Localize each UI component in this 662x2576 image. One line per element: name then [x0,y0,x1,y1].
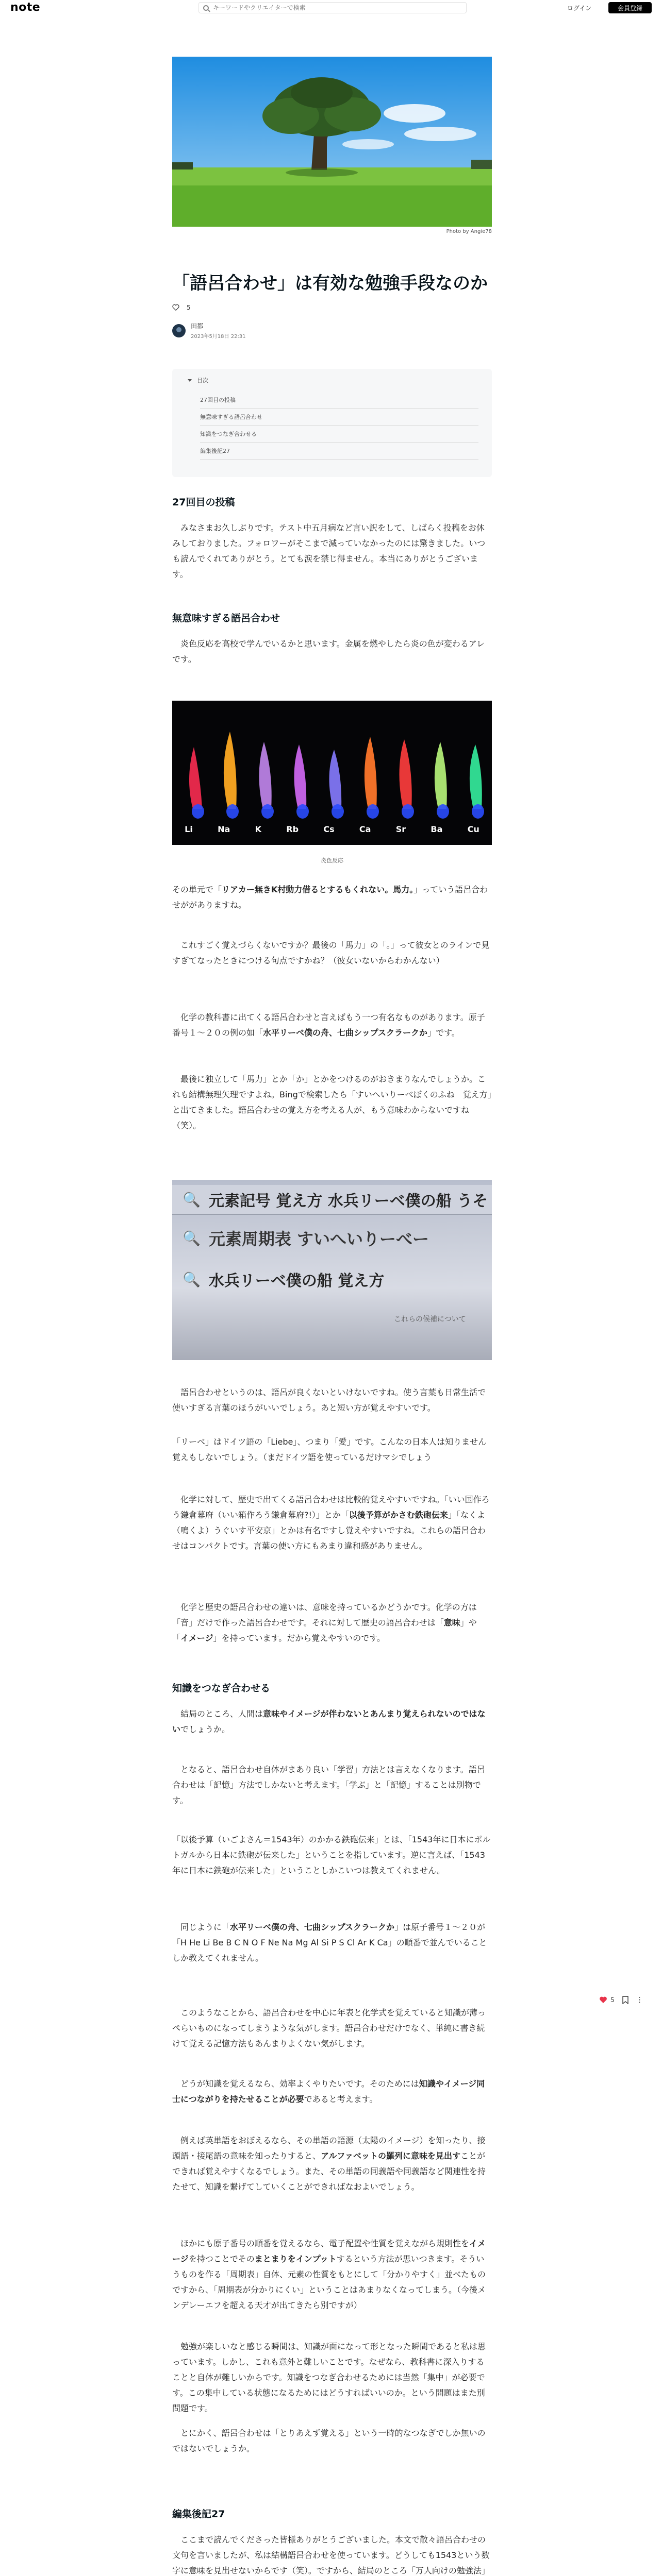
heart-icon[interactable] [599,1996,607,2004]
paragraph: 「以後予算（いごよさん＝1543年）のかかる鉄砲伝来」とは、「1543年に日本にポルトガルから日本に鉄砲が伝来した」ということを指しています。逆に言えば、「1543年に日本に鉄砲が伝来した」ということしかこいつは教えてくれません。 [172,1835,491,1875]
table-of-contents [172,369,492,477]
flame-label: K [255,824,261,834]
paragraph: みなさまお久しぶりです。テスト中五月病など言い訳をして、しばらく投稿をお休みしておりました。フォロワーがそこまで減っていなかったのには驚きました。いつも読んでくれてありがとう。とても涙を禁じ得ません。本当にありがとうございます。 [172,523,486,579]
article-title: 「語呂合わせ」は有効な勉強手段なのか [172,273,488,294]
publish-date: 2023年5月18日 22:31 [191,334,246,340]
search-input[interactable] [213,4,460,11]
paragraph: となると、語呂合わせ自体がまあり良い「学習」方法とは言えなくなります。語呂合わせは「記憶」方法でしかないと考えます。「学ぶ」と「記憶」することは別物です。 [172,1765,485,1805]
paragraph: 化学の教科書に出てくる語呂合わせと言えばもう一つ有名なものがあります。原子番号１〜２０の例の如「水平リーベ僕の舟、七曲シップスクラークか」です。 [172,1012,485,1038]
toc-item[interactable]: 無意味すぎる語呂合わせ [200,409,478,426]
note-logo[interactable]: note [10,1,41,14]
paragraph: とにかく、語呂合わせは「とりあえず覚える」という一時的なつなぎでしか無いのではないでしょうか。 [172,2428,486,2453]
like-row [172,304,492,311]
search-icon: 🔍 [183,1270,201,1288]
section-heading: 無意味すぎる語呂合わせ [172,613,280,624]
signup-button[interactable]: 会員登録 [608,2,652,13]
flame-label: Cs [323,824,335,834]
paragraph: 勉強が楽しいなと感じる瞬間は、知識が面になって形となった瞬間であると私は思っています。しかし、これも意外と難しいことです。なぜなら、教科書に深入りすることと自体が難しいからです。知識をつなぎ合わせるためには当然「集中」が必要です。この集中している状態になるためにはどうすればいいのか。という問題はまた別問題です。 [172,2342,486,2413]
paragraph: このようなことから、語呂合わせを中心に年表と化学式を覚えていると知識が薄っぺらいものになってしまうような気がします。語呂合わせだけでなく、単純に書き続けて覚える記憶方法もあんまりよくない気がします。 [172,2008,486,2048]
toc-item[interactable]: 知識をつなぎ合わせる [200,426,478,443]
search-suggestion-image [172,1180,492,1360]
chevron-down-icon [188,379,192,382]
author-row[interactable] [172,321,492,340]
paragraph: 「リーベ」はドイツ語の「Liebe」、つまり「愛」です。こんなの日本人は知りません覚えもしないでしょう。（まだドイツ語を使っているだけマシでしょう [172,1437,487,1462]
paragraph: 炎色反応を高校で学んでいるかと思います。金属を燃やしたら炎の色が変わるアレです。 [172,639,485,664]
park-tree-photo [172,57,492,227]
paragraph: その単元で「リアカー無きK村動力借るとするもくれない。馬力。」っていう語呂合わせががありますね。 [172,885,488,910]
paragraph: 結局のところ、人間は意味やイメージが伴わないとあんまり覚えられないのではないでしょうか。 [172,1709,486,1734]
section-heading: 知識をつなぎ合わせる [172,1683,271,1694]
flame-label: Li [185,824,193,834]
search-suggestion-row: 🔍 水兵リーベ僕の船 覚え方 [183,1270,385,1290]
flame-label: Na [218,824,230,834]
more-icon[interactable]: ⋮ [636,1996,643,2004]
hero-image [172,57,492,227]
paragraph: 化学と歴史の語呂合わせの違いは、意味を持っているかどうかです。化学の方は「音」だけで作った語呂合わせです。それに対して歴史の語呂合わせは「意味」や「イメージ」を持っています。だから覚えやすいのです。 [172,1602,477,1643]
paragraph: ここまで読んでくださった皆様ありがとうございました。本文で散々語呂合わせの文句を言いましたが、私は結構語呂合わせを使っています。どうしても1543という数字に意味を見出せないからです（笑）。ですから、結局のところ「万人向けの勉強法」 [172,2535,490,2575]
paragraph: どうが知識を覚えるなら、効率よくやりたいです。そのためには知識やイメージ同士につながりを持たせることが必要であると考えます。 [172,2079,485,2104]
side-actions [599,1996,643,2004]
search-suggestion-row: 🔍 元素周期表 すいへいりーべー [183,1229,429,1249]
search-icon [203,5,209,11]
side-like-count: 5 [610,1996,615,2004]
toc-heading: 目次 [197,377,208,384]
paragraph: 最後に独立して「馬力」とか「か」とかをつけるのがおきまりなんでしょうか。これも結構無理矢理ですよね。Bingで検索したら「すいへいりーべぼくのふね 覚え方」と出てきました。語呂合わせの覚え方を考える人が、もう意味わからないですね（笑）。 [172,1074,492,1130]
login-link[interactable]: ログイン [567,5,592,12]
toc-toggle[interactable] [188,376,476,384]
paragraph: ほかにも原子番号の順番を覚えるなら、電子配置や性質を覚えながら規則性をイメージを持つことでそのまとまりをインプットするという方法が思いつきます。そういうものを作る「周期表」自体、元素の性質をもとにして「分かりやすく」並べたものですから、「周期表が分かりにくい」ということはあまりなくなってしまう。（今後メンデレーエフを超える天才が出てきたら別ですが） [172,2239,486,2310]
heart-icon[interactable] [172,304,179,311]
search-icon: 🔍 [183,1229,201,1247]
flame-label: Rb [286,824,299,834]
author-name[interactable]: 田都 [191,323,204,330]
photo-credit[interactable]: Photo by Angie78 [446,229,492,234]
flame-labels [172,824,492,834]
section-heading: 編集後記27 [172,2509,225,2520]
paragraph: これすごく覚えづらくないですか？最後の「馬力」の「。」って彼女とのラインで見すぎてなったときにつける句点ですかね？（彼女いないからわかんない） [172,940,490,965]
paragraph: 例えば英単語をおぼえるなら、その単語の語源（太陽のイメージ）を知ったり、接頭語・接尾語の意味を知ったりすると、アルファベットの羅列に意味を見出すことができれば覚えやすくなるでしょう。また、その単語の同義語や同義語など関連性を持たせて、知識を繋げてしていくことができればなおよいでしょう。 [172,2136,486,2192]
paragraph: 同じように「水平リーベ僕の舟、七曲シップスクラークか」は原子番号１〜２０が「H He Li Be B C N O F Ne Na Mg Al Si P S Cl Ar K Ca」の順番で並んでいることしか教えてくれません。 [172,1922,487,1963]
avatar[interactable] [172,324,186,337]
flame-label: Ba [431,824,443,834]
toc-item[interactable]: 編集後記27 [200,443,478,460]
flame-test-photo [172,701,492,845]
image-caption: 炎色反応 [321,857,343,864]
flame-label: Sr [395,824,406,834]
flame-label: Cu [467,824,479,834]
paragraph: 語呂合わせというのは、語呂が良くないといけないですね。使う言葉も日常生活で使いすぎる言葉のほうがいいでしょう。あと短い方が覚えやすいです。 [172,1387,486,1413]
toc-item[interactable]: 27回目の投稿 [200,392,478,409]
search-suggestion-row: 🔍 元素記号 覚え方 水兵リーベ僕の船 うそ [172,1185,492,1215]
like-count: 5 [187,304,191,311]
paragraph: 化学に対して、歴史で出てくる語呂合わせは比較的覚えやすいですね。「いい国作ろう鎌倉幕府（いい箱作ろう鎌倉幕府?!）」とか「以後予算がかさむ鉄砲伝来」「なくよ（鳴くよ）うぐいす平安京」とかは有名ですし覚えやすいですね。これらの語呂合わせはコンパクトです。言葉の使い方にもあまり違和感がありません。 [172,1495,490,1551]
top-header [0,0,662,15]
bookmark-icon[interactable] [622,1996,629,2004]
section-heading: 27回目の投稿 [172,497,235,508]
flame-test-image [172,701,492,845]
search-footer-text: これらの候補について [394,1315,466,1324]
flame-label: Ca [359,824,371,834]
search-icon: 🔍 [183,1191,201,1208]
search-bar[interactable] [198,2,467,13]
